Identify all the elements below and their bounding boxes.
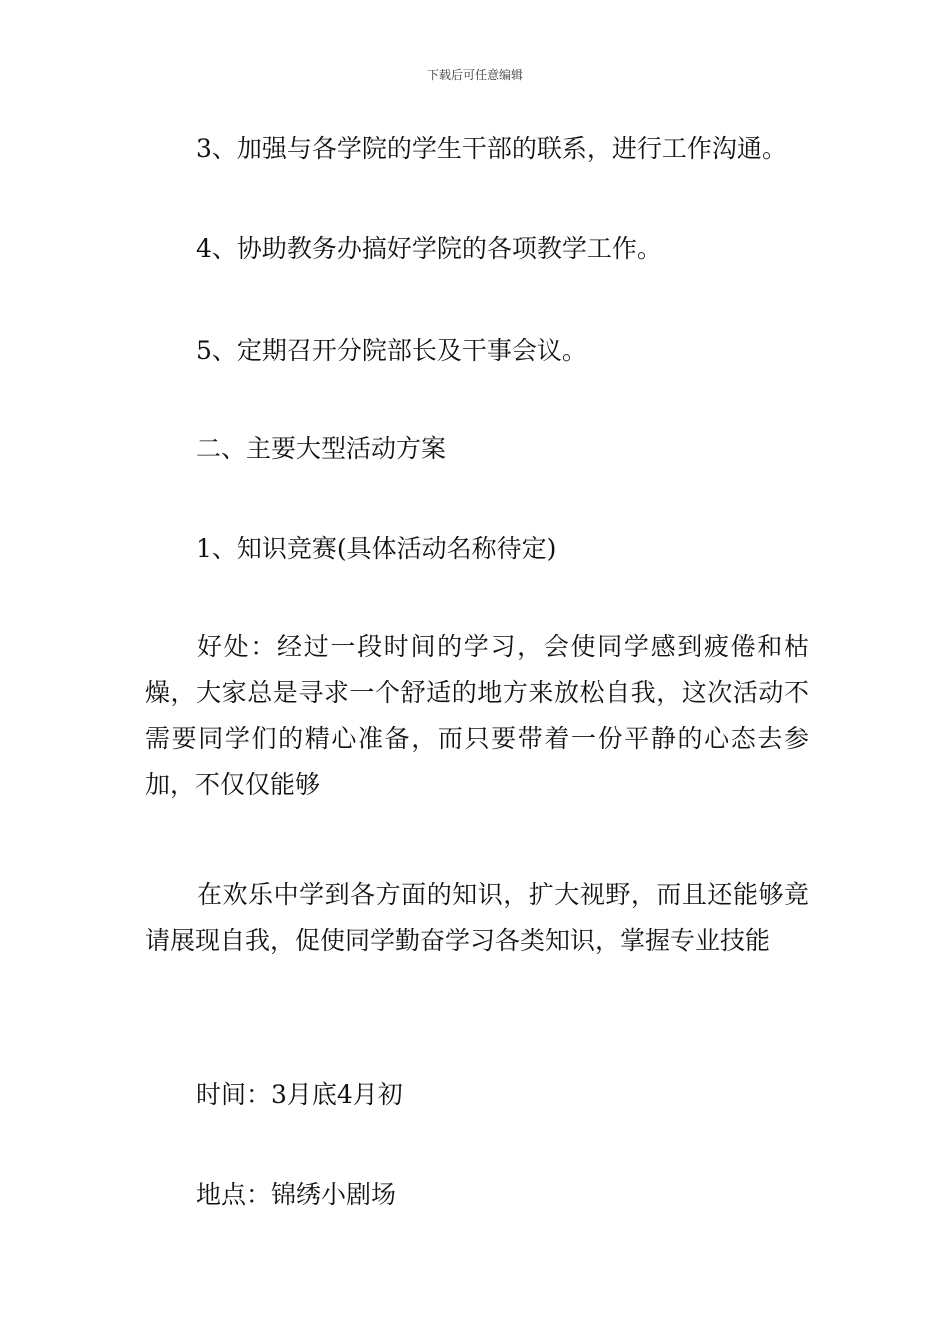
time-line: 时间：3月底4月初 (196, 1080, 403, 1109)
section-heading-2: 二、主要大型活动方案 (196, 434, 447, 463)
list-item-3: 3、加强与各学院的学生干部的联系，进行工作沟通。 (196, 134, 787, 163)
activity-heading-1: 1、知识竞赛(具体活动名称待定) (196, 534, 557, 563)
benefit-paragraph-2: 在欢乐中学到各方面的知识，扩大视野，而且还能够竟请展现自我，促使同学勤奋学习各类知识，掌握专业技能 (145, 880, 809, 955)
page-header: 下载后可任意编辑 (426, 68, 523, 82)
location-line: 地点：锦绣小剧场 (196, 1180, 397, 1209)
list-item-4: 4、协助教务办搞好学院的各项教学工作。 (196, 234, 662, 263)
list-item-5: 5、定期召开分院部长及干事会议。 (196, 336, 587, 365)
benefit-paragraph-1: 好处：经过一段时间的学习，会使同学感到疲倦和枯燥，大家总是寻求一个舒适的地方来放松自我，这次活动不需要同学们的精心准备，而只要带着一份平静的心态去参加，不仅仅能够 (145, 632, 809, 799)
